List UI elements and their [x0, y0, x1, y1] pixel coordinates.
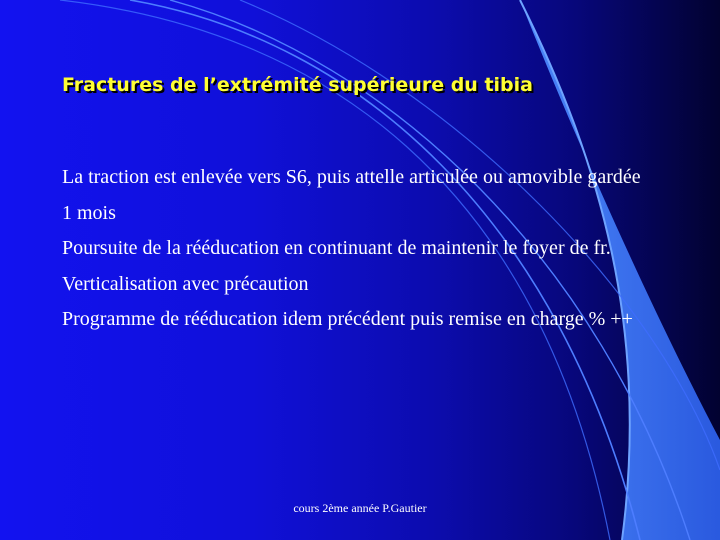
slide-title: Fractures de l’extrémité supérieure du tibia: [62, 74, 533, 96]
bullet-item: Verticalisation avec précaution: [62, 272, 309, 295]
slide-footer: cours 2ème année P.Gautier: [293, 501, 427, 515]
bullet-item: Poursuite de la rééducation en continuant de maintenir le foyer de fr.: [62, 237, 611, 259]
bullet-item: La traction est enlevée vers S6, puis attelle articulée ou amovible gardée 1 mois: [62, 166, 641, 224]
bullet-list: [62, 160, 642, 338]
bullet-item: Programme de rééducation idem précédent puis remise en charge % ++: [62, 308, 633, 330]
